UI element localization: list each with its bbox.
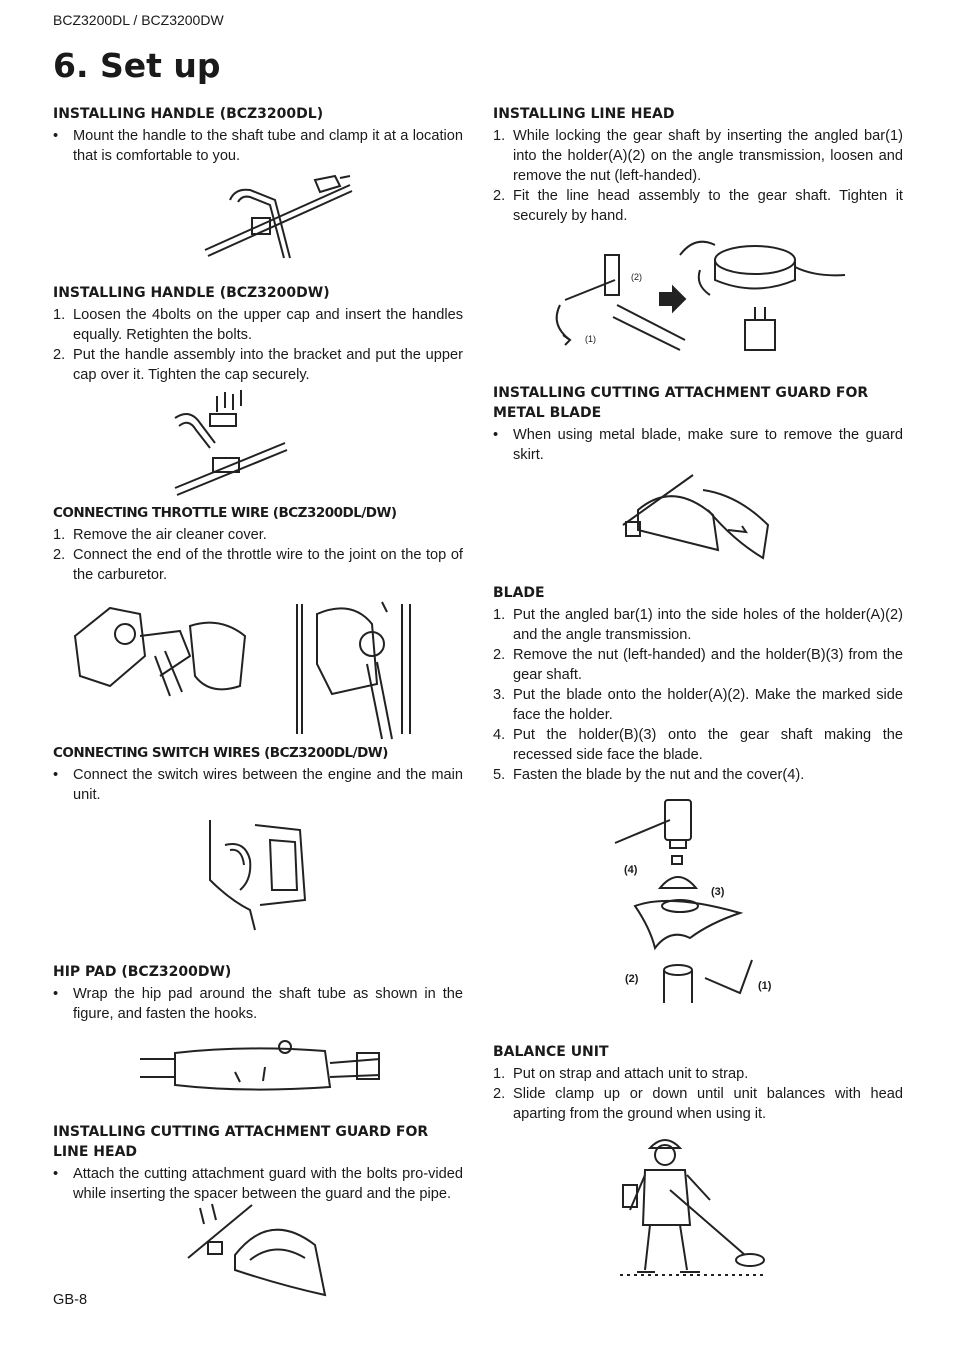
list-item: 1. While locking the gear shaft by inserting the angled bar(1) into the holder(A)(2) on the angle transmission, loosen and remove the nut (left-handed). xyxy=(493,128,903,184)
label-holder-a: (2) xyxy=(631,272,642,282)
list-item: • When using metal blade, make sure to remove the guard skirt. xyxy=(493,427,903,463)
list-item: 1. Loosen the 4bolts on the upper cap and insert the handles equally. Retighten the bolts. xyxy=(53,307,463,343)
guard-line-figure xyxy=(180,1200,330,1300)
section-heading: CONNECTING THROTTLE WIRE (BCZ3200DL/DW) xyxy=(53,505,397,521)
section-heading: BALANCE UNIT xyxy=(493,1044,609,1060)
list-item: 2. Put the handle assembly into the bracket and put the upper cap over it. Tighten the cap securely. xyxy=(53,347,463,383)
list-item: 2. Slide clamp up or down until unit balances with head aparting from the ground when using it. xyxy=(493,1086,903,1122)
label-holder-a: (2) xyxy=(625,973,639,985)
section-heading: CONNECTING SWITCH WIRES (BCZ3200DL/DW) xyxy=(53,745,388,761)
switch-wires-figure xyxy=(200,810,310,935)
list-item: 2. Remove the nut (left-handed) and the holder(B)(3) from the gear shaft. xyxy=(493,647,903,683)
throttle-figure-left xyxy=(70,596,250,708)
section-blade xyxy=(493,583,903,785)
handle-dl-figure xyxy=(200,170,360,270)
balance-unit-figure xyxy=(615,1130,770,1280)
line-head-figure xyxy=(545,225,850,355)
list-item: 3. Put the blade onto the holder(A)(2). Make the marked side face the holder. xyxy=(493,687,903,723)
section-balance xyxy=(493,1042,903,1124)
list-item: 2. Connect the end of the throttle wire to the joint on the top of the carburetor. xyxy=(53,547,463,583)
guard-metal-figure xyxy=(618,470,778,568)
label-cover: (4) xyxy=(624,864,638,876)
list-item: 5. Fasten the blade by the nut and the cover(4). xyxy=(493,767,805,783)
list-item: 4. Put the holder(B)(3) onto the gear shaft making the recessed side face the blade. xyxy=(493,727,903,763)
handle-dw-figure xyxy=(165,388,295,498)
section-heading: INSTALLING HANDLE (BCZ3200DW) xyxy=(53,285,330,301)
list-item: • Connect the switch wires between the engine and the main unit. xyxy=(53,767,463,803)
list-item: 1. Put the angled bar(1) into the side holes of the holder(A)(2) and the angle transmission. xyxy=(493,607,903,643)
throttle-figure-right xyxy=(292,594,422,742)
section-guard-line xyxy=(53,1122,463,1204)
list-item: 1. Put on strap and attach unit to strap. xyxy=(493,1066,749,1082)
section-heading: INSTALLING CUTTING ATTACHMENT GUARD FOR METAL BLADE xyxy=(493,385,869,421)
label-angled-bar: (1) xyxy=(758,980,772,992)
section-guard-metal xyxy=(493,383,903,465)
section-heading: HIP PAD (BCZ3200DW) xyxy=(53,964,232,980)
list-item: • Wrap the hip pad around the shaft tube as shown in the figure, and fasten the hooks. xyxy=(53,986,463,1022)
section-heading: INSTALLING LINE HEAD xyxy=(493,106,675,122)
list-item: • Attach the cutting attachment guard with the bolts pro-vided while inserting the spacer between the guard and the pipe. xyxy=(53,1166,463,1202)
label-angled-bar: (1) xyxy=(585,334,596,344)
hip-pad-figure xyxy=(135,1037,385,1097)
section-switch xyxy=(53,743,463,805)
section-heading: INSTALLING HANDLE (BCZ3200DL) xyxy=(53,106,324,122)
section-heading: BLADE xyxy=(493,585,545,601)
blade-figure xyxy=(610,798,790,1008)
list-item: 2. Fit the line head assembly to the gear shaft. Tighten it securely by hand. xyxy=(493,188,903,224)
label-holder-b: (3) xyxy=(711,886,725,898)
section-handle-dw xyxy=(53,283,463,385)
page-number: GB-8 xyxy=(53,1292,88,1308)
list-item: 1. Remove the air cleaner cover. xyxy=(53,527,267,543)
section-throttle xyxy=(53,503,463,585)
section-handle-dl xyxy=(53,104,463,166)
page-title: 6. Set up xyxy=(53,46,221,85)
section-line-head xyxy=(493,104,903,226)
section-heading: INSTALLING CUTTING ATTACHMENT GUARD FOR LINE HEAD xyxy=(53,1124,429,1160)
model-header: BCZ3200DL / BCZ3200DW xyxy=(53,12,224,28)
list-item: • Mount the handle to the shaft tube and clamp it at a location that is comfortable to you. xyxy=(53,128,463,164)
section-hip-pad xyxy=(53,962,463,1024)
